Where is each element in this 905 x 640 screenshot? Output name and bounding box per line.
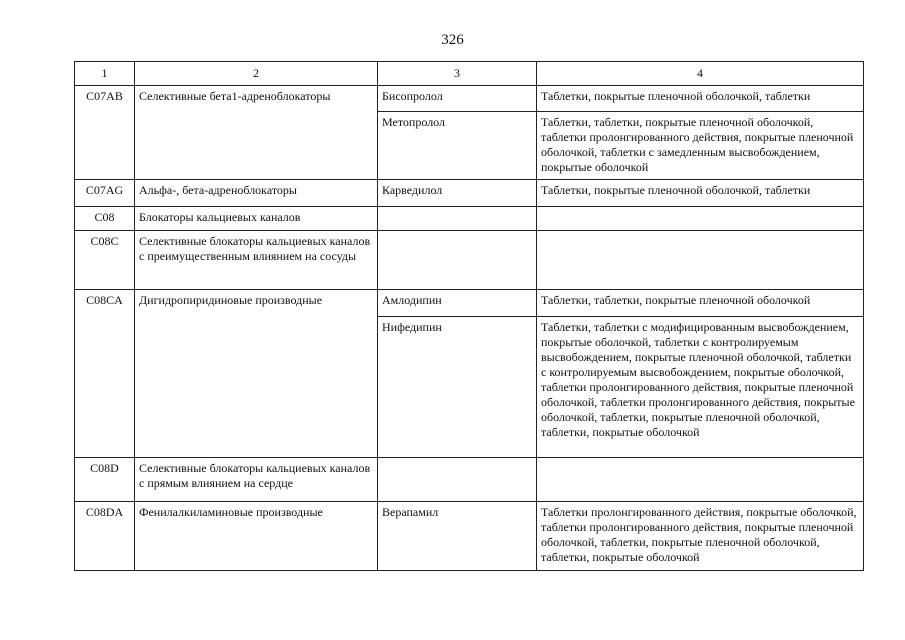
drug-table xyxy=(74,61,864,571)
header-col-4: 4 xyxy=(537,62,864,86)
dosage-form: Таблетки, таблетки, покрытые пленочной оболочкой xyxy=(537,290,864,317)
drug-name xyxy=(378,458,537,502)
drug-name xyxy=(378,231,537,290)
header-col-3: 3 xyxy=(378,62,537,86)
page-number: 326 xyxy=(441,32,464,48)
atc-code: C07AB xyxy=(75,86,135,180)
atc-code: C08C xyxy=(75,231,135,290)
table-row xyxy=(75,180,864,207)
drug-name xyxy=(378,207,537,231)
drug-name: Нифедипин xyxy=(378,317,537,458)
table-row xyxy=(75,231,864,290)
dosage-form xyxy=(537,207,864,231)
drug-name: Карведилол xyxy=(378,180,537,207)
group-name: Альфа-, бета-адреноблокаторы xyxy=(135,180,378,207)
group-name: Селективные блокаторы кальциевых каналов с преимущественным влиянием на сосуды xyxy=(135,231,378,290)
atc-code: C08 xyxy=(75,207,135,231)
group-name: Блокаторы кальциевых каналов xyxy=(135,207,378,231)
header-col-1: 1 xyxy=(75,62,135,86)
dosage-form: Таблетки, покрытые пленочной оболочкой, таблетки xyxy=(537,180,864,207)
atc-code: C08D xyxy=(75,458,135,502)
table-row xyxy=(75,290,864,317)
table-row xyxy=(75,458,864,502)
drug-name: Верапамил xyxy=(378,502,537,571)
dosage-form: Таблетки, таблетки с модифицированным высвобождением, покрытые оболочкой, таблетки с контролируемым высвобождением, покрытые пленочной оболочкой, таблетки с контролируемым высвобождением, покрытые оболочкой, таблетки пролонгированного действия, покрытые пленочной оболочкой, таблетки пролонгированного действия, покрытые оболочкой, таблетки, покрытые пленочной оболочкой, таблетки, покрытые оболочкой xyxy=(537,317,864,458)
dosage-form: Таблетки, покрытые пленочной оболочкой, таблетки xyxy=(537,86,864,112)
atc-code: C08DA xyxy=(75,502,135,571)
group-name: Дигидропиридиновые производные xyxy=(135,290,378,458)
dosage-form xyxy=(537,231,864,290)
dosage-form xyxy=(537,458,864,502)
table-row xyxy=(75,207,864,231)
group-name: Селективные блокаторы кальциевых каналов с прямым влиянием на сердце xyxy=(135,458,378,502)
group-name: Селективные бета1-адреноблокаторы xyxy=(135,86,378,180)
table-row xyxy=(75,86,864,112)
group-name: Фенилалкиламиновые производные xyxy=(135,502,378,571)
table-row xyxy=(75,502,864,571)
drug-name: Амлодипин xyxy=(378,290,537,317)
atc-code: C08CA xyxy=(75,290,135,458)
drug-name: Бисопролол xyxy=(378,86,537,112)
atc-code: C07AG xyxy=(75,180,135,207)
drug-name: Метопролол xyxy=(378,112,537,180)
dosage-form: Таблетки пролонгированного действия, покрытые оболочкой, таблетки пролонгированного действия, покрытые пленочной оболочкой, таблетки, покрытые пленочной оболочкой, таблетки, покрытые оболочкой xyxy=(537,502,864,571)
header-col-2: 2 xyxy=(135,62,378,86)
dosage-form: Таблетки, таблетки, покрытые пленочной оболочкой, таблетки пролонгированного действия, покрытые пленочной оболочкой, таблетки с замедленным высвобождением, покрытые оболочкой xyxy=(537,112,864,180)
table-header-row xyxy=(75,62,864,86)
